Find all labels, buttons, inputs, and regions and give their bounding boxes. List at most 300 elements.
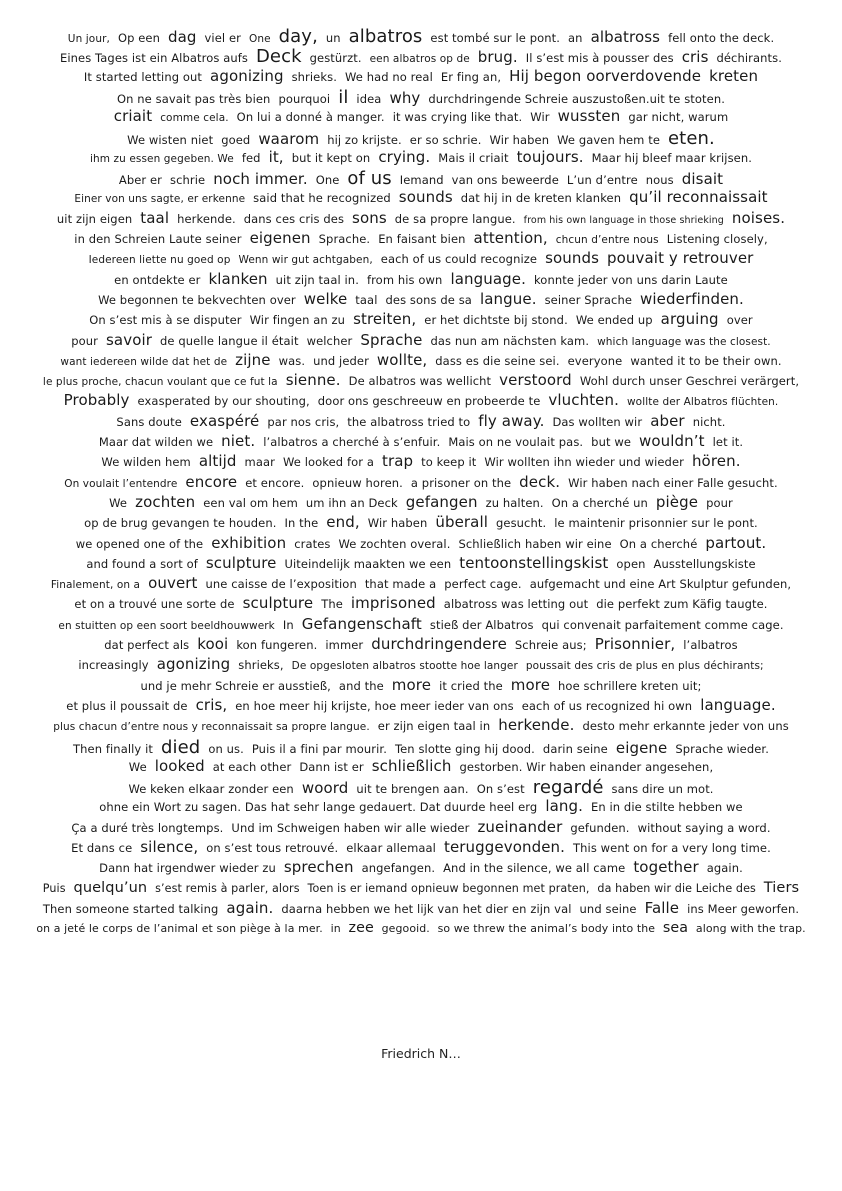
poem-line	[40, 86, 802, 109]
poem-fragment: so we threw the animal’s body into the	[437, 922, 656, 936]
poem-fragment: ouvert	[148, 574, 198, 593]
poem-fragment: vluchten.	[548, 391, 619, 410]
poem-fragment: day,	[278, 26, 318, 47]
poem-fragment: but we	[591, 435, 632, 449]
poem-fragment: wiederfinden.	[640, 289, 744, 308]
poem-fragment: Aber er	[118, 173, 162, 188]
poem-fragment: s’est remis à parler, alors	[155, 881, 300, 895]
poem-fragment: hoe schrillere kreten uit;	[558, 678, 702, 693]
poem-fragment: toujours.	[516, 147, 584, 166]
poem-fragment: taal	[355, 292, 378, 307]
poem-fragment: Maar dat wilden we	[98, 435, 214, 449]
poem-fragment: crying.	[378, 147, 431, 166]
poem-fragment: albatross was letting out	[443, 597, 589, 612]
poem-fragment: Puis	[42, 881, 66, 895]
poem-line	[40, 269, 802, 292]
poem-fragment: On ne savait pas très bien	[117, 91, 271, 106]
poem-fragment: dag	[167, 28, 197, 46]
poem-fragment: We	[109, 495, 128, 510]
poem-fragment: to keep it	[421, 455, 477, 470]
poem-fragment: encore	[185, 472, 238, 491]
poem-fragment: We wilden hem	[101, 455, 191, 470]
poem-fragment: but it kept on	[291, 150, 371, 165]
poem-fragment: Sans doute	[116, 414, 182, 429]
poem-fragment: klanken	[208, 269, 268, 288]
poem-line	[40, 657, 802, 677]
poem-fragment: sounds	[545, 249, 600, 268]
poem-fragment: Et dans ce	[71, 841, 133, 855]
poem-fragment: Prisonnier,	[594, 635, 676, 653]
poem-fragment: sculpture	[205, 553, 277, 572]
poem-fragment: sea	[662, 920, 689, 937]
poem-fragment: Falle	[644, 898, 680, 917]
poem-line	[40, 190, 802, 210]
poem-fragment: uit zijn eigen	[56, 211, 133, 226]
poem-fragment: wollte der Albatros flüchten.	[626, 396, 779, 409]
poem-fragment: herkende.	[498, 716, 575, 735]
poem-fragment: was.	[278, 353, 306, 368]
poem-fragment: disait	[681, 170, 724, 189]
poem-fragment: zueinander	[477, 817, 563, 836]
poem-fragment: L’un d’entre	[566, 173, 638, 188]
poem-fragment: Wohl durch unser Geschrei verärgert,	[579, 374, 800, 389]
poem-fragment: eigenen	[249, 229, 311, 247]
poem-fragment: Wenn wir gut achtgaben,	[238, 254, 373, 267]
poem-fragment: goed	[221, 132, 251, 147]
poem-line	[40, 614, 802, 637]
poem-fragment: crates	[294, 536, 331, 551]
poem-fragment: trap	[381, 452, 414, 471]
poem-line	[40, 881, 802, 901]
poem-line	[40, 170, 802, 190]
poem-line	[40, 434, 802, 454]
poem-fragment: een val om hem	[203, 495, 298, 510]
poem-fragment: und jeder	[313, 353, 369, 368]
poem-fragment: taal	[140, 208, 170, 227]
poem-fragment: And in the silence, we all came	[443, 861, 626, 876]
poem-fragment: gefangen	[405, 492, 478, 511]
poem-fragment: deck.	[519, 472, 561, 491]
poem-fragment: une caisse de l’exposition	[205, 577, 357, 592]
poem-line	[40, 373, 802, 393]
poem-fragment: Deck	[255, 46, 302, 68]
poem-fragment: viel er	[204, 31, 241, 45]
poem-fragment: looked	[154, 756, 205, 775]
poem-fragment: agonizing	[156, 655, 231, 674]
poem-fragment: brug.	[477, 48, 518, 67]
poem-line	[40, 576, 802, 596]
poem-fragment: it was crying like that.	[392, 110, 523, 125]
poem-fragment: darin seine	[542, 741, 608, 756]
poem-fragment: arguing	[660, 310, 719, 329]
poem-fragment: woord	[301, 779, 349, 798]
poem-line	[40, 898, 802, 921]
poem-fragment: exaspéré	[189, 411, 260, 430]
poem-fragment: und seine	[579, 901, 637, 916]
poem-line	[40, 472, 802, 495]
poem-fragment: de sa propre langue.	[394, 211, 516, 226]
poem-fragment: an	[568, 31, 583, 45]
poem-fragment: déchirants.	[716, 51, 782, 66]
poem-fragment: zee	[348, 920, 374, 937]
poem-fragment: angefangen.	[361, 861, 436, 876]
poem-line	[40, 695, 802, 718]
poem-fragment: verstoord	[499, 371, 572, 390]
poem-fragment: The	[321, 597, 343, 612]
poem-fragment: Wir haben	[367, 516, 428, 531]
poem-fragment: en ontdekte er	[114, 272, 201, 287]
poem-fragment: together	[633, 858, 699, 877]
poem-line	[40, 553, 802, 576]
poem-fragment: pour	[706, 495, 733, 510]
poem-fragment: nous	[645, 173, 674, 188]
poem-fragment: Listening closely,	[666, 232, 768, 246]
poem-line	[40, 411, 802, 434]
poem-fragment: schließlich	[371, 756, 452, 775]
poem-line	[40, 251, 802, 271]
poem-fragment: schrie	[170, 173, 206, 188]
poem-fragment: le plus proche, chacun voulant que ce fut la	[42, 376, 278, 389]
poem-fragment: ohne ein Wort zu sagen. Das hat sehr lange gedauert. Dat duurde heel erg	[99, 800, 538, 815]
poem-fragment: on us.	[208, 741, 244, 756]
poem-line	[40, 596, 802, 616]
poem-fragment: lang.	[545, 797, 583, 816]
poem-fragment: le maintenir prisonnier sur le pont.	[554, 516, 758, 531]
poem-fragment: wouldn’t	[639, 432, 705, 450]
poem-line	[40, 492, 802, 515]
poem-line	[40, 454, 802, 474]
poem-line	[40, 515, 802, 535]
poem-fragment: the albatross tried to	[347, 414, 471, 429]
poem-fragment: a prisoner on the	[410, 475, 512, 490]
poem-fragment: wanted it to be their own.	[630, 353, 782, 368]
poem-fragment: shrieks.	[291, 69, 337, 84]
poem-fragment: un	[325, 31, 341, 45]
poem-fragment: Finalement, on a	[50, 579, 141, 592]
poem-fragment: In the	[284, 516, 319, 531]
poem-fragment: Das wollten wir	[552, 414, 643, 429]
poem-fragment: perfect cage.	[444, 577, 522, 592]
poem-fragment: cris	[681, 48, 709, 67]
poem-fragment: silence,	[140, 838, 199, 856]
poem-fragment: wussten	[557, 107, 621, 126]
poem-fragment: and the	[338, 678, 384, 693]
poem-fragment: welke	[303, 289, 348, 308]
poem-fragment: kooi	[197, 635, 229, 653]
poem-fragment: streiten,	[353, 310, 417, 329]
poem-fragment: desto mehr erkannte jeder von uns	[582, 719, 789, 734]
poem-fragment: We gaven hem te	[557, 132, 660, 147]
poem-fragment: Iedereen liette nu goed op	[88, 254, 231, 267]
poem-fragment: et plus il poussait de	[66, 698, 188, 713]
poem-fragment: it,	[268, 147, 284, 166]
poem-line	[40, 289, 802, 312]
poem-fragment: We had no real	[344, 69, 433, 84]
poem-fragment: aber	[650, 411, 685, 430]
poem-fragment: ins Meer geworfen.	[687, 901, 800, 916]
poem-fragment: quelqu’un	[73, 879, 148, 896]
poem-fragment: want iedereen wilde dat het de	[60, 355, 228, 368]
poem-fragment: dass es die seine sei.	[435, 353, 560, 368]
poem-fragment: et encore.	[245, 475, 305, 490]
poem-fragment: er het dichtste bij stond.	[424, 313, 568, 328]
poem-fragment: died	[161, 736, 201, 758]
poem-fragment: Mais on ne voulait pas.	[448, 435, 584, 449]
poem-fragment: konnte jeder von uns darin Laute	[533, 272, 728, 287]
poem-line	[40, 779, 802, 799]
poem-fragment: One	[315, 173, 340, 188]
poem-line	[40, 312, 802, 332]
poem-fragment: das nun am nächsten kam.	[430, 333, 590, 348]
poem-fragment: of us	[347, 168, 392, 190]
poem-fragment: albatross	[590, 28, 661, 46]
poem-fragment: pouvait y retrouver	[607, 249, 754, 268]
poem-fragment: durchdringendere	[371, 635, 507, 653]
poem-fragment: waarom	[258, 129, 320, 148]
poem-line	[40, 48, 802, 68]
poem-fragment: We wisten niet	[127, 132, 214, 147]
poem-fragment: along with the trap.	[695, 922, 806, 936]
poem-fragment: herkende.	[177, 211, 236, 226]
poem-fragment: On a cherché un	[551, 495, 648, 510]
poem-fragment: stieß der Albatros	[429, 617, 534, 632]
poem-fragment: gegooid.	[381, 922, 430, 936]
poem-fragment: Dann ist er	[299, 759, 364, 774]
poem-fragment: teruggevonden.	[443, 838, 566, 856]
poem-fragment: criait	[113, 107, 153, 126]
poem-fragment: van ons beweerde	[451, 173, 559, 188]
poem-fragment: l’albatros	[683, 638, 738, 652]
poem-fragment: dat hij in de kreten klanken	[460, 191, 622, 206]
poem-line	[40, 799, 802, 819]
poem-fragment: niet.	[221, 432, 256, 450]
poem-fragment: Maar hij bleef maar krijsen.	[591, 150, 752, 165]
poem-fragment: elkaar allemaal	[346, 841, 436, 855]
poem-fragment: Puis il a fini par mourir.	[251, 741, 387, 756]
poem-fragment: We looked for a	[282, 455, 374, 470]
poem-line	[40, 127, 802, 150]
poem-fragment: One	[248, 33, 271, 45]
poem-fragment: fed	[241, 150, 261, 165]
poem-line	[40, 147, 802, 170]
poem-fragment: comme cela.	[160, 112, 229, 125]
poem-fragment: des sons de sa	[385, 292, 472, 307]
poem-fragment: immer	[325, 638, 364, 652]
poem-fragment: savoir	[106, 330, 153, 349]
poem-fragment: Dann hat irgendwer wieder zu	[99, 861, 276, 876]
poem-fragment: eten.	[668, 127, 715, 149]
poem-fragment: poussait des cris de plus en plus déchirants;	[525, 660, 764, 673]
poem-fragment: Then finally it	[73, 741, 153, 756]
poem-fragment: welcher	[306, 333, 353, 348]
poem-fragment: over	[726, 313, 753, 328]
poem-fragment: We begonnen te bekvechten over	[98, 292, 296, 307]
poem-fragment: Ça a duré très longtemps.	[71, 820, 224, 835]
poem-fragment: Then someone started talking	[42, 901, 219, 916]
poem-fragment: hören.	[691, 452, 741, 471]
poem-fragment: it cried the	[439, 678, 503, 693]
poem-fragment: and found a sort of	[86, 556, 198, 571]
poem-fragment: tentoonstellingskist	[459, 553, 609, 572]
poem-fragment: language.	[700, 695, 776, 714]
poem-fragment: gar nicht, warum	[628, 110, 729, 125]
poem-fragment: seiner Sprache	[544, 292, 633, 307]
poem-fragment: partout.	[705, 533, 767, 552]
poem-fragment: sounds	[398, 188, 453, 207]
poem-fragment: at each other	[212, 759, 292, 774]
poem-fragment: On a cherché	[619, 536, 698, 551]
poem-fragment: Wir	[530, 110, 550, 125]
poem-fragment: pour	[71, 333, 99, 348]
poem-fragment: on s’est tous retrouvé.	[206, 841, 339, 855]
poem-line	[40, 718, 802, 738]
poem-fragment: fell onto the deck.	[668, 31, 775, 45]
poem-fragment: De albatros was wellicht	[348, 374, 492, 389]
poem-line	[40, 231, 802, 251]
poem-fragment: zijne	[235, 350, 271, 369]
poem-line	[40, 817, 802, 840]
poem-line	[40, 675, 802, 698]
poem-fragment: again.	[706, 861, 743, 876]
poem-fragment: which language was the closest.	[597, 335, 771, 348]
poem-fragment: Schreie aus;	[514, 638, 587, 652]
poem-fragment: Sprache.	[318, 232, 371, 246]
poem-fragment: end,	[326, 513, 360, 532]
poem-fragment: sculpture	[242, 594, 314, 613]
poem-fragment: Gefangenschaft	[301, 614, 422, 633]
poem-fragment: On s’est	[476, 782, 525, 797]
poem-fragment: sienne.	[285, 371, 341, 390]
poem-fragment: sons	[352, 208, 387, 227]
poem-fragment: Sprache wieder.	[675, 741, 769, 756]
poem-fragment: zochten	[135, 492, 196, 511]
poem-fragment: uit zijn taal in.	[275, 272, 359, 287]
poem-fragment: gestürzt.	[309, 51, 362, 66]
poem-fragment: zu halten.	[485, 495, 544, 510]
poem-line	[40, 736, 802, 759]
poem-fragment: in	[330, 922, 341, 936]
poem-fragment: er so schrie.	[409, 132, 482, 147]
poem-fragment: Mais il criait	[438, 150, 509, 165]
poem-fragment: In	[282, 617, 294, 632]
poem-fragment: why	[389, 88, 421, 107]
poem-line	[40, 533, 802, 556]
poem-fragment: exhibition	[211, 533, 287, 552]
poem-fragment: On lui a donné à manger.	[236, 110, 385, 125]
poem-fragment: We	[128, 759, 147, 774]
poem-fragment: fly away.	[478, 411, 545, 430]
poem-fragment: noch immer.	[213, 170, 308, 189]
poem-fragment: die perfekt zum Käfig taugte.	[596, 597, 768, 612]
poem-fragment: Un jour,	[67, 33, 110, 45]
poem-fragment: um ihn an Deck	[305, 495, 398, 510]
poem-fragment: piège	[655, 492, 699, 511]
poem-fragment: kon fungeren.	[236, 638, 318, 652]
poem-fragment: Wir fingen an zu	[249, 313, 346, 328]
poem-fragment: more	[391, 675, 432, 694]
poem-line	[40, 28, 802, 48]
poem-fragment: Iemand	[399, 173, 444, 188]
poem-line	[40, 840, 802, 860]
poem-fragment: uit te brengen aan.	[356, 782, 469, 797]
poem-fragment: aufgemacht und eine Art Skulptur gefunden,	[529, 577, 792, 592]
poem-line	[40, 208, 802, 231]
poem-fragment: without saying a word.	[637, 820, 771, 835]
poem-fragment: chcun d’entre nous	[555, 234, 659, 246]
poem-fragment: Schließlich haben wir eine	[458, 536, 612, 551]
poem-fragment: gefunden.	[570, 820, 630, 835]
poem-fragment: Sprache	[360, 330, 423, 349]
poem-fragment: Toen is er iemand opnieuw begonnen met praten,	[307, 881, 590, 895]
poem-fragment: Ten slotte ging hij dood.	[394, 741, 535, 756]
poem-fragment: et on a trouvé une sorte de	[74, 597, 235, 612]
poem-fragment: l’albatros a cherché à s’enfuir.	[263, 435, 441, 449]
poem-fragment: regardé	[532, 777, 604, 799]
poem-line	[40, 860, 802, 880]
poem-fragment: noises.	[731, 208, 786, 227]
poem-fragment: Ausstellungskiste	[653, 556, 756, 571]
poem-fragment: agonizing	[210, 66, 284, 85]
poem-fragment: wollte,	[376, 350, 428, 369]
poem-fragment: This went on for a very long time.	[573, 841, 771, 855]
poem-fragment: da haben wir die Leiche des	[597, 881, 756, 895]
poem-fragment: maar	[244, 455, 275, 470]
poem-fragment: It started letting out	[83, 69, 203, 84]
poem-fragment: En faisant bien	[378, 232, 466, 246]
poem-fragment: On voulait l’entendre	[64, 477, 178, 490]
poem-fragment: increasingly	[78, 658, 149, 673]
poem-fragment: dat perfect als	[104, 638, 190, 652]
poem-fragment: qu’il reconnaissait	[629, 188, 768, 207]
poem-fragment: door ons geschreeuw en probeerde te	[317, 394, 541, 409]
poem-fragment: on a jeté le corps de l’animal et son piège à la mer.	[36, 922, 323, 936]
poem-fragment: eigene	[615, 738, 668, 757]
poem-line	[40, 66, 802, 89]
poem-fragment: We zochten overal.	[338, 536, 451, 551]
poem-line	[40, 109, 802, 129]
poem-fragment: open	[616, 556, 646, 571]
poem-fragment: again.	[226, 898, 274, 917]
poem-fragment: hij zo krijste.	[327, 132, 402, 147]
poem-fragment: from his own language in those shrieking	[523, 214, 724, 226]
poem-fragment: überall	[435, 513, 488, 532]
poem-line	[40, 393, 802, 413]
poem-fragment: Er fing an,	[440, 69, 502, 84]
poem-fragment: cris,	[195, 695, 228, 714]
poem-fragment: De opgesloten albatros stootte hoe langer	[291, 660, 518, 673]
poem-fragment: de quelle langue il était	[160, 333, 299, 348]
poem-fragment: everyone	[567, 353, 623, 368]
poem-fragment: that made a	[364, 577, 437, 592]
poem-fragment: qui convenait parfaitement comme cage.	[541, 617, 784, 632]
poem-fragment: Einer von uns sagte, er erkenne	[74, 193, 246, 206]
poem-fragment: langue.	[479, 289, 537, 308]
poem-fragment: language.	[450, 269, 526, 288]
poem-fragment: en stuitten op een soort beeldhouwwerk	[58, 619, 275, 632]
poem-fragment: plus chacun d’entre nous y reconnaissait sa propre langue.	[53, 721, 370, 734]
poem-fragment: opnieuw horen.	[312, 475, 403, 490]
poem-fragment: sprechen	[283, 858, 354, 877]
poem-fragment: en hoe meer hij krijste, hoe meer ieder van ons	[235, 698, 514, 713]
poem-fragment: ihm zu essen gegeben. We	[90, 152, 234, 165]
poem-fragment: in den Schreien Laute seiner	[74, 232, 242, 246]
poem-fragment: albatros	[348, 26, 423, 47]
poem-fragment: est tombé sur le pont.	[430, 31, 561, 45]
poem-fragment: und je mehr Schreie er ausstieß,	[140, 678, 331, 693]
poem-fragment: attention,	[473, 229, 548, 247]
poem-fragment: more	[510, 675, 551, 694]
poem-fragment: idea	[356, 91, 382, 106]
